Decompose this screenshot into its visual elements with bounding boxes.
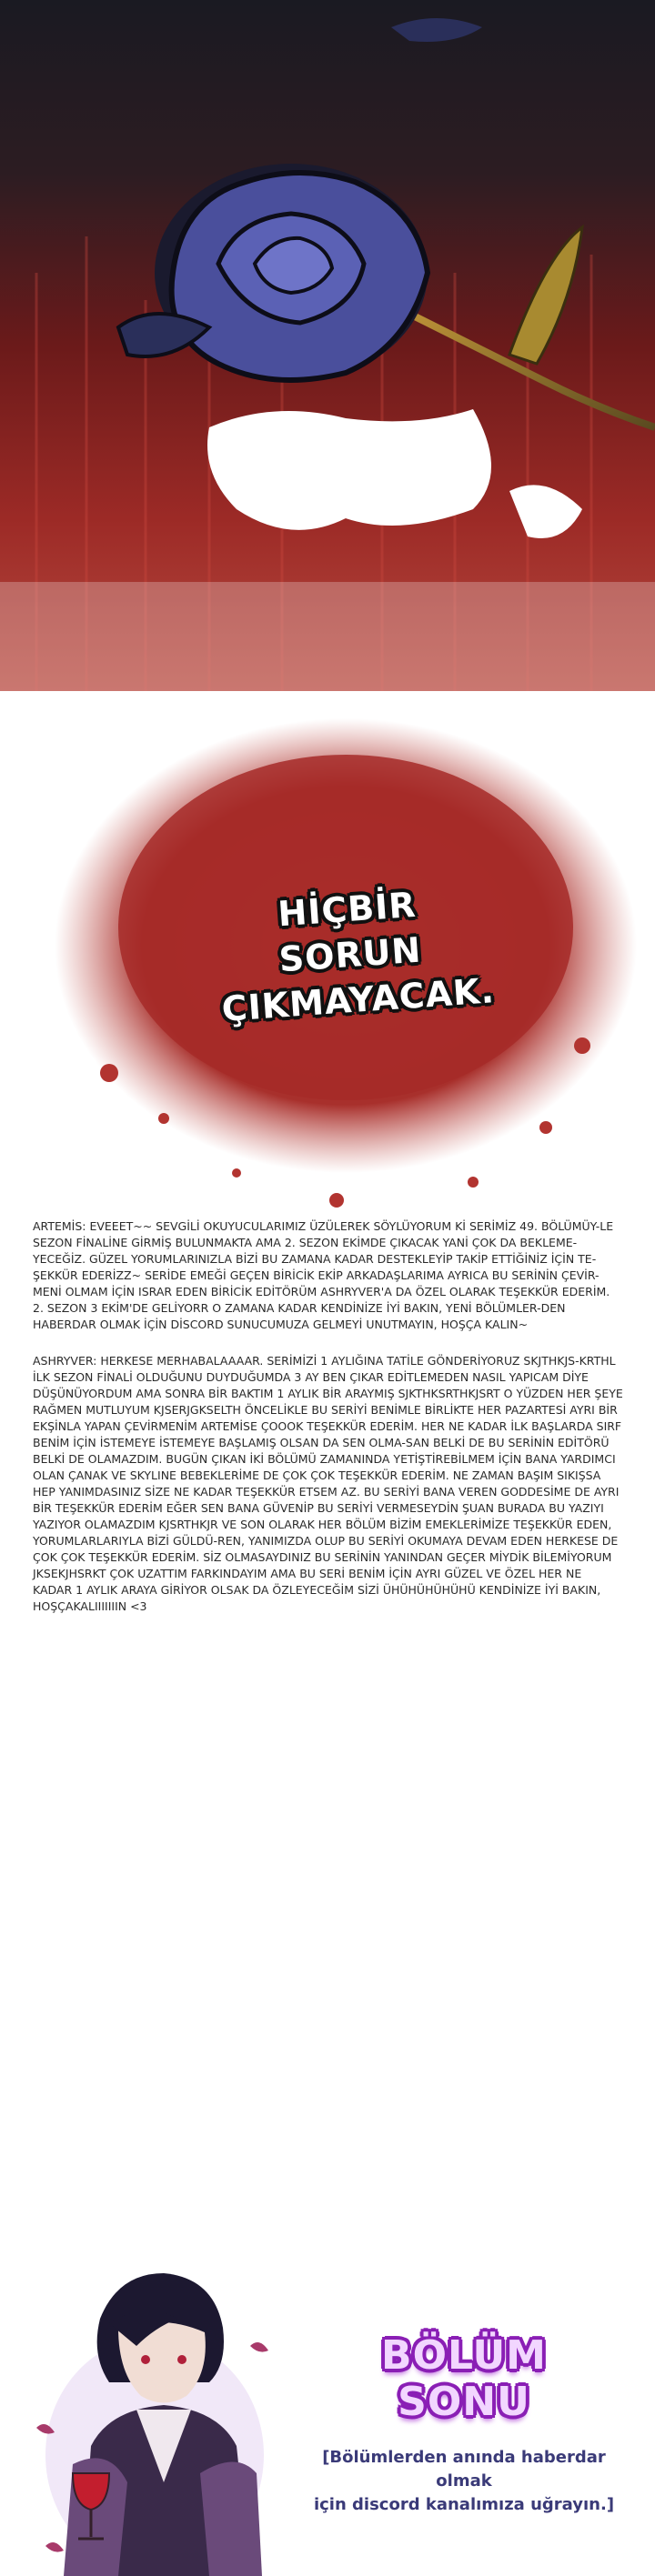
speech-caption bbox=[214, 877, 497, 1032]
blood-rose-illustration bbox=[0, 0, 655, 1237]
discord-notice-line-2: için discord kanalımıza uğrayın.] bbox=[313, 2495, 615, 2514]
caption-line-1: HİÇBİR SORUN bbox=[277, 884, 423, 980]
chapter-end-title: BÖLÜM SONU bbox=[381, 2332, 547, 2425]
end-panel bbox=[0, 2246, 655, 2576]
translator-notes bbox=[33, 1218, 624, 1635]
character-illustration bbox=[18, 2246, 291, 2576]
note-ashryver: ASHRYVER: HERKESE MERHABALAAAAR. SERİMİZİ 1 AYLIĞINA TATİLE GÖNDERİYORUZ SKJTHKJS-KRTHL İLK SEZON FİNALİ OLDUĞUNU DUYDUĞUMDA 3 AY BEN ÇIKAR EDİTLEMEDEN NASIL YAPICAM DİYE DÜŞÜNÜYORDUM AMA SONRA BİR BAKTIM 1 AYLIK BİR ARAYMIŞ SJKTHKSRTHKJSRT O YÜZDEN HER ŞEYE RAĞMEN MUTLUYUM KJSERJGKSELTH ÖNCELİKLE BU SERİYİ BENİMLE BİRLİKTE HER PAZARTESİ AYRI BİR EKŞİNLA YAPAN ÇEVİRMENİM ARTEMİSE ÇOOOK TEŞEKKÜR EDERİM. HER NE KADAR İLK BAŞLARDA SIRF BENİM İÇİN İSTEMEYE İSTEMEYE BAŞLAMIŞ OLSAN DA SEN OLMA-SAN BELKİ DE BU SERİNİN EDİTÖRÜ BELKİ DE OLAMAZDIM. BUGÜN ÇIKAN İKİ BÖLÜMÜ ZAMANINDA YETİŞTİREBİLMEM İÇİN BANA YARDIMCI OLAN ÇANAK VE SKYLINE BEBEKLERİME DE ÇOK ÇOK TEŞEKKÜR EDERİM. NE ZAMAN BAŞIM SIKIŞSA HEP YANIMDASINIZ SİZE NE KADAR TEŞEKKÜR ETSEM AZ. BU SERİYİ BANA VEREN GODDESİME DE AYRI BİR TEŞEKKÜR EDERİM EĞER SEN BANA GÜVENİP BU SERİYİ VERMESEYDİN ŞUAN BURADA BU YAZIYI YAZIYOR OLAMAZDIM KJSRTHKJR VE SON OLARAK HER BÖLÜM BİZİM EMEKLERİMİZE TEŞEKKÜR EDEN, YORUMLARLARIYLA BİZİ GÜLDÜ-REN, YANIMIZDA OLUP BU SERİYİ OKUMAYA DEVAM EDEN HERKESE DE ÇOK ÇOK TEŞEKKÜR EDERİM. SİZ OLMASAYDINIZ BU SERİNİN YANINDAN GEÇER MİYDİK BİLEMİYORUM JKSEKJHSRKT ÇOK UZATTIM FARKINDAYIM AMA BU SERİ BENİM İÇİN AYRI GÜZEL VE ÖZEL HER NE KADAR 1 AYLIK ARAYA GİRİYOR OLSAK DA ÖZLEYECEĞİM SİZİ ÜHÜHÜHÜHÜHÜ KENDİNİZE İYİ BAKIN, HOŞÇAKALIIIIIIIN <3 bbox=[33, 1354, 623, 1613]
discord-notice-line-1: [Bölümlerden anında haberdar olmak bbox=[322, 2448, 606, 2491]
note-artemis: ARTEMİS: EVEEET~~ SEVGİLİ OKUYUCULARIMIZ ÜZÜLEREK SÖYLÜYORUM Kİ SERİMİZ 49. BÖLÜMÜY-LE SEZON FİNALİNE GİRMİŞ BULUNMAKTA AMA 2. SEZON EKİMDE ÇIKACAK YANİ ÇOK DA BEKLEME-YECEĞİZ. GÜZEL YORUMLARINIZLA BİZİ BU ZAMANA KADAR DESTEKLEYİP TAKİP ETTİĞİNİZ İÇİN TE-ŞEKKÜR EDERİZZ~ SERİDE EMEĞİ GEÇEN BİRİCİK EKİP ARKADAŞLARIMA AYRICA BU SERİNİN ÇEVİR-MENİ OLMAM İÇİN ISRAR EDEN BİRİCİK EDİTÖRÜM ASHRYVER'A DA ÖZEL OLARAK TEŞEKKÜR EDERİM. 2. SEZON 3 EKİM'DE GELİYORR O ZAMANA KADAR KENDİNİZE İYİ BAKIN, YENİ BÖLÜMLER-DEN HABERDAR OLMAK İÇİN DİSCORD SUNUCUMUZA GELMEYİ UNUTMAYIN, HOŞÇA KALIN~ bbox=[33, 1219, 614, 1331]
caption-line-2: ÇIKMAYACAK. bbox=[220, 970, 497, 1029]
comic-panel bbox=[0, 0, 655, 1237]
discord-notice bbox=[300, 2446, 628, 2517]
